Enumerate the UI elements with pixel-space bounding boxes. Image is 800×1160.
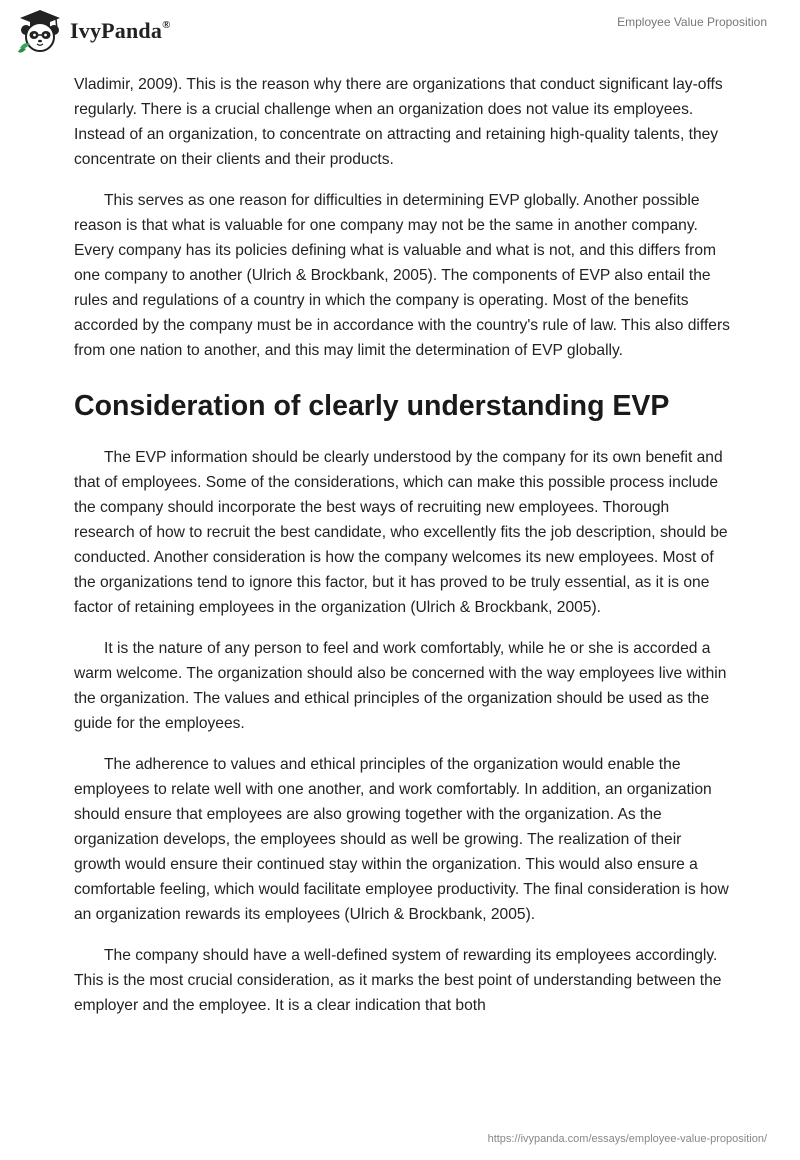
paragraph-6: The company should have a well-defined system of rewarding its employees accordingly. This is the most crucial consideration, as it marks the best point of understanding between the employer and the employee. It is a clear indication that both [74, 947, 722, 1014]
paragraph-3: The EVP information should be clearly understood by the company for its own benefit and that of employees. Some of the considerations, which can make this possible process include the company should incorporate the best ways of recruiting new employees. Thorough research of how to recruit the best candidate, who excellently fits the job description, should be conducted. Another consideration is how the company welcomes its new employees. Most of the organizations tend to ignore this factor, but it has proved to be truly essential, as it is one factor of retaining employees in the organization (Ulrich & Brockbank, 2005). [74, 449, 728, 616]
section-heading: Consideration of clearly understanding EVP [74, 390, 670, 422]
paragraph-2: This serves as one reason for difficulties in determining EVP globally. Another possible reason is that what is valuable for one company may not be the same in another company. Every company has its policies defining what is valuable and what is not, and this differs from one company to another (Ulrich & Brockbank, 2005). The components of EVP also entail the rules and regulations of a country in which the company is operating. Most of the benefits accorded by the company must be in accordance with the country's rule of law. This also differs from one nation to another, and this may limit the determination of EVP globally. [74, 192, 730, 359]
source-url[interactable]: https://ivypanda.com/essays/employee-value-proposition/ [487, 1133, 767, 1145]
paragraph-5: The adherence to values and ethical principles of the organization would enable the employees to relate well with one another, and work comfortably. In addition, an organization should ensure that employees are also growing together with the organization. As the organization develops, the employees should as well be growing. The realization of their growth would ensure their continued stay within the organization. This would also ensure a comfortable feeling, which would facilitate employee productivity. The final consideration is how an organization rewards its employees (Ulrich & Brockbank, 2005). [74, 756, 729, 923]
paragraph-1: Vladimir, 2009). This is the reason why there are organizations that conduct significant lay-offs regularly. There is a crucial challenge when an organization does not value its employees. Instead of an organization, to concentrate on attracting and retaining high-quality talents, they concentrate on their clients and their products. [74, 76, 723, 168]
panda-graduate-icon [16, 8, 64, 54]
page-header [0, 0, 800, 64]
ivypanda-logo[interactable] [16, 8, 171, 54]
paragraph-4: It is the nature of any person to feel and work comfortably, while he or she is accorded a warm welcome. The organization should also be concerned with the way employees live within the organization. The values and ethical principles of the organization should be used as the guide for the employees. [74, 640, 727, 732]
registered-mark: ® [162, 18, 171, 31]
document-title: Employee Value Proposition [617, 15, 767, 29]
brand-name: IvyPanda® [70, 18, 171, 43]
essay-body [74, 72, 730, 1034]
